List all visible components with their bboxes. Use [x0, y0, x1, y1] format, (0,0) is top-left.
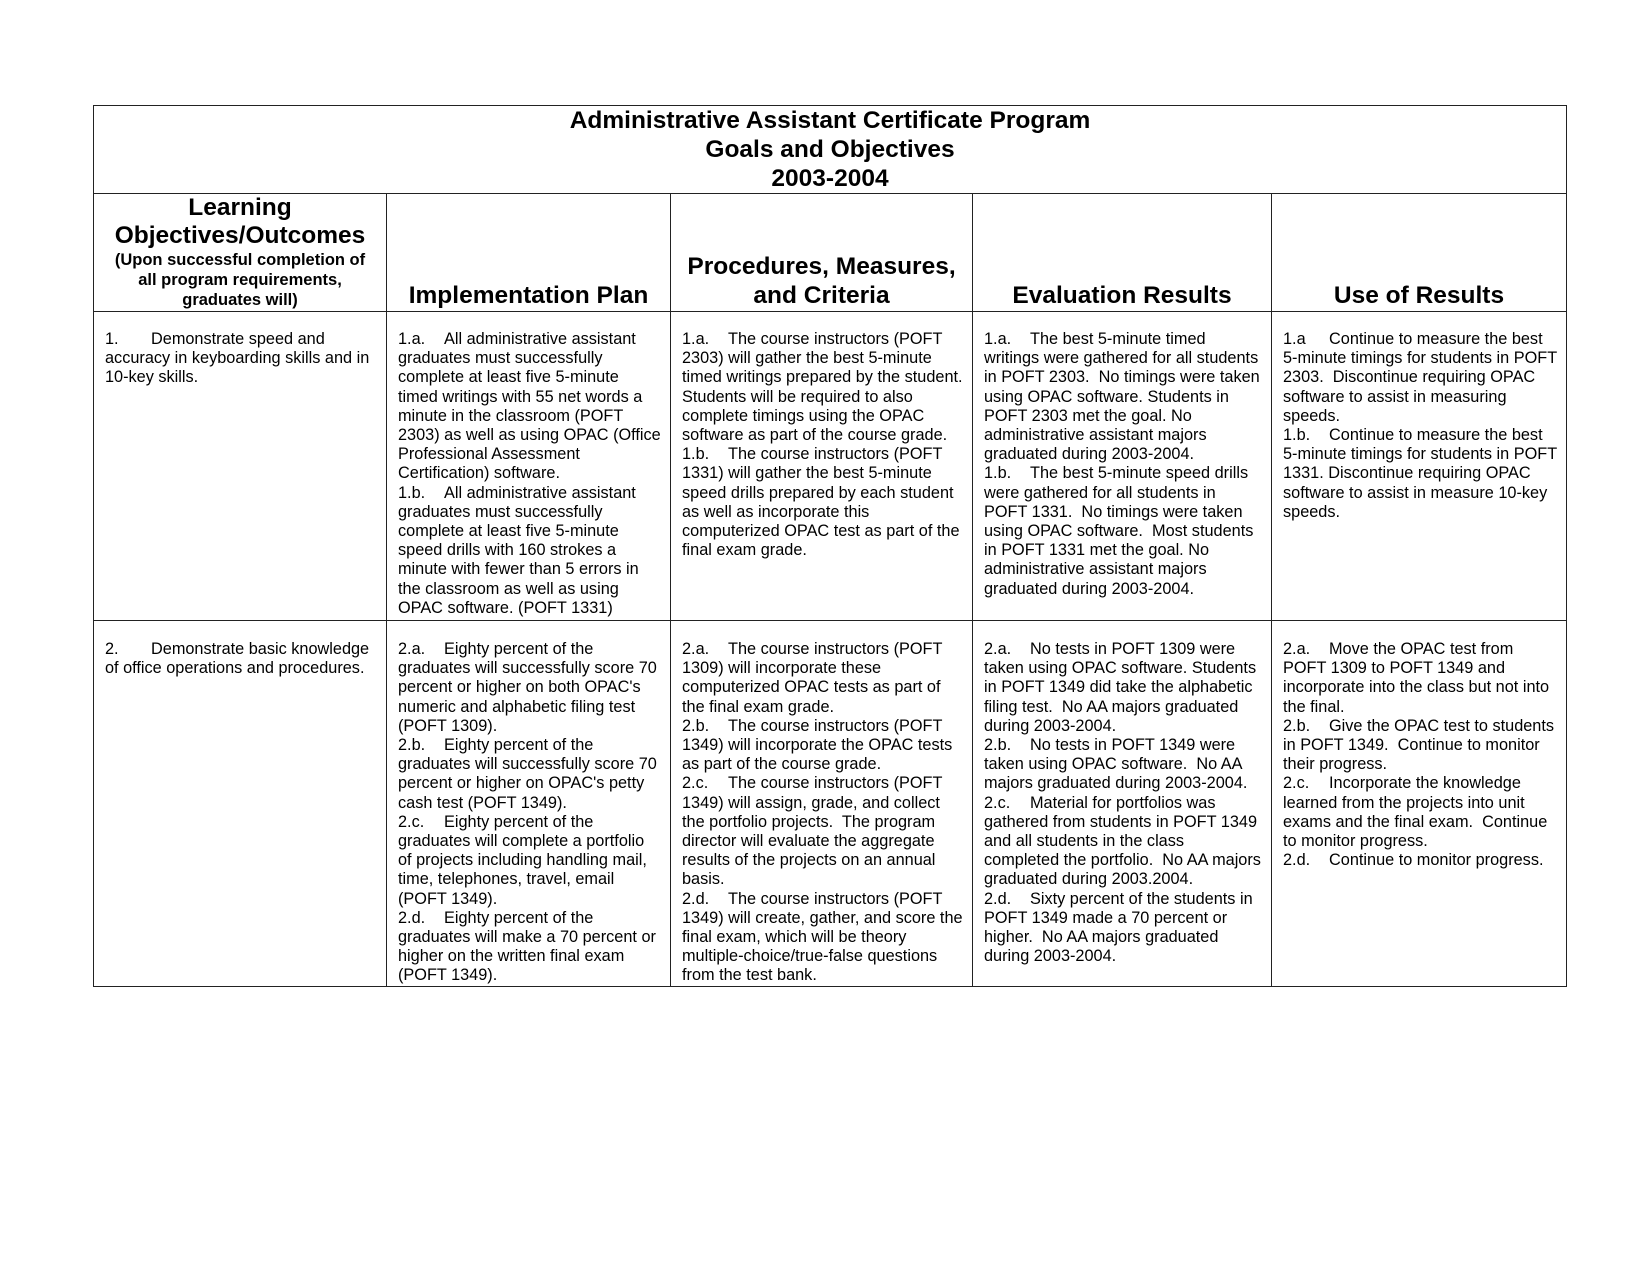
- list-item: [1283, 774, 1558, 851]
- item-number: 1.b.: [1283, 426, 1311, 445]
- title-line-year: 2003-2004: [771, 165, 889, 192]
- item-text: Demonstrate speed and accuracy in keyboarding skills and in 10-key skills.: [105, 330, 374, 387]
- item-number: 2.c.: [984, 793, 1011, 812]
- item-number: 1.b.: [984, 464, 1012, 483]
- item-text: Incorporate the knowledge learned from the projects into unit exams and the final exam. Continue to monitor progress.: [1283, 774, 1552, 851]
- list-item: [398, 640, 662, 736]
- list-item: [984, 330, 1263, 464]
- item-number: 2.c.: [1283, 774, 1310, 793]
- item-text: All administrative assistant graduates must successfully complete at least five 5-minute timed writings with 55 net words a minute in the classroom (POFT 2303) as well as using OPAC (Office Professional Assessment Certification) software.: [398, 330, 666, 483]
- item-number: 1.b.: [398, 483, 426, 502]
- item-number: 2.: [105, 640, 119, 658]
- item-text: All administrative assistant graduates must successfully complete at least five 5-minute speed drills with 160 strokes a minute with fewer than 5 errors in the classroom as well as using OPAC software. (POFT 1331): [398, 483, 644, 617]
- header-use-label: Use of Results: [1333, 281, 1505, 309]
- header-learning-line1: Learning: [188, 194, 292, 221]
- header-use-of-results: [1272, 194, 1567, 312]
- item-number: 2.d.: [984, 889, 1012, 908]
- item-number: 1.a.: [398, 330, 426, 348]
- list-item: [1283, 851, 1558, 870]
- objective-cell: [94, 312, 387, 621]
- list-item: [682, 640, 964, 717]
- list-item: [682, 889, 968, 986]
- list-item: [1283, 640, 1558, 717]
- item-number: 2.d.: [1283, 851, 1311, 870]
- item-text: Material for portfolios was gathered from students in POFT 1349 and all students in the class completed the portfolio. No AA majors graduated during 2003.2004.: [984, 793, 1266, 889]
- list-item: [984, 640, 1263, 736]
- item-text: The course instructors (POFT 2303) will gather the best 5-minute timed writings prepared by the student. Students will be required to also complete timings using the OPAC software as part of the course grade.: [682, 330, 972, 445]
- item-number: 2.b.: [682, 716, 710, 735]
- item-number: 2.a.: [1283, 640, 1311, 658]
- list-item: [682, 774, 964, 889]
- item-text: No tests in POFT 1309 were taken using OPAC software. Students in POFT 1349 did take the alphabetic filing test. No AA majors graduated during 2003-2004.: [984, 640, 1261, 735]
- header-evaluation-label: Evaluation Results: [1012, 281, 1232, 309]
- goals-objectives-table: [93, 105, 1567, 987]
- list-item: [398, 736, 662, 813]
- header-procedures: [671, 194, 973, 312]
- objective-item: [105, 640, 378, 678]
- implementation-cell: [387, 621, 671, 987]
- item-number: 1.b.: [682, 445, 710, 464]
- item-number: 1.a.: [984, 330, 1012, 348]
- header-learning-line2: Objectives/Outcomes: [114, 222, 366, 249]
- item-text: The course instructors (POFT 1349) will create, gather, and score the final exam, which will be theory multiple-choice/true-false questions from the test bank.: [682, 889, 968, 985]
- list-item: [398, 330, 666, 484]
- item-text: Continue to measure the best 5-minute timings for students in POFT 1331. Discontinue requiring OPAC software to assist in measure 10-key speeds.: [1283, 426, 1562, 521]
- header-implementation-plan: [387, 194, 671, 312]
- item-number: 2.b.: [984, 736, 1012, 755]
- item-number: 1.a: [1283, 330, 1306, 348]
- item-number: 2.a.: [398, 640, 426, 658]
- item-text: Sixty percent of the students in POFT 1349 made a 70 percent or higher. No AA majors graduated during 2003-2004.: [984, 889, 1258, 966]
- list-item: [682, 330, 972, 445]
- table-row: [94, 312, 1567, 621]
- item-number: 2.c.: [682, 774, 709, 793]
- item-number: 2.a.: [984, 640, 1012, 658]
- list-item: [682, 445, 964, 560]
- item-text: The course instructors (POFT 1331) will gather the best 5-minute speed drills prepared by each student as well as incorporate this computerized OPAC test as part of the final exam grade.: [682, 445, 965, 560]
- item-text: Continue to monitor progress.: [1329, 851, 1544, 870]
- header-learning-note: (Upon successful completion of all program requirements, graduates will): [114, 251, 366, 309]
- list-item: [398, 813, 662, 909]
- item-number: 2.b.: [1283, 716, 1311, 735]
- evaluation-cell: [973, 621, 1272, 987]
- item-number: 2.d.: [398, 908, 426, 927]
- list-item: [984, 793, 1266, 890]
- item-text: The best 5-minute speed drills were gathered for all students in POFT 1331. No timings were taken using OPAC software. Most students in POFT 1331 met the goal. No administrative assistant majors graduated during 2003-2004.: [984, 464, 1258, 598]
- item-text: The course instructors (POFT 1349) will assign, grade, and collect the portfolio projects. The program director will evaluate the aggregate results of the projects on an annual basis.: [682, 774, 947, 889]
- title-line-program: Administrative Assistant Certificate Program: [569, 107, 1091, 134]
- list-item: [682, 717, 964, 775]
- item-text: Eighty percent of the graduates will complete a portfolio of projects including handling mail, time, telephones, travel, email (POFT 1349).: [398, 812, 652, 908]
- list-item: [1283, 330, 1562, 426]
- item-text: Continue to measure the best 5-minute timings for students in POFT 2303. Discontinue requiring OPAC software to assist in measuring speeds.: [1283, 330, 1562, 425]
- item-text: Give the OPAC test to students in POFT 1349. Continue to monitor their progress.: [1283, 716, 1559, 774]
- use-of-results-cell: [1272, 312, 1567, 621]
- item-text: The best 5-minute timed writings were gathered for all students in POFT 2303. No timings were taken using OPAC software. Students in POFT 2303 met the goal. No administrative assistant majors graduated during 2003-2004.: [984, 330, 1265, 464]
- document-title: [94, 106, 1567, 194]
- list-item: [1283, 426, 1562, 522]
- header-evaluation-results: [973, 194, 1272, 312]
- item-text: Eighty percent of the graduates will make a 70 percent or higher on the written final exam (POFT 1349).: [398, 908, 661, 985]
- item-text: Move the OPAC test from POFT 1309 to POFT 1349 and incorporate into the class but not into the final.: [1283, 640, 1554, 716]
- item-text: Demonstrate basic knowledge of office operations and procedures.: [105, 640, 374, 678]
- item-text: Eighty percent of the graduates will successfully score 70 percent or higher on both OPAC's numeric and alphabetic filing test (POFT 1309).: [398, 640, 662, 735]
- item-text: The course instructors (POFT 1309) will incorporate these computerized OPAC tests as part of the final exam grade.: [682, 640, 947, 716]
- header-row: [94, 194, 1567, 312]
- list-item: [398, 909, 662, 986]
- table-row: [94, 621, 1567, 987]
- item-number: 2.c.: [398, 812, 425, 831]
- header-implementation-label: Implementation Plan: [408, 281, 649, 309]
- list-item: [1283, 717, 1558, 775]
- item-number: 1.a.: [682, 330, 710, 348]
- objective-cell: [94, 621, 387, 987]
- list-item: [984, 890, 1263, 967]
- title-line-goals: Goals and Objectives: [705, 136, 955, 163]
- item-text: No tests in POFT 1349 were taken using OPAC software. No AA majors graduated during 2003-2004.: [984, 736, 1248, 793]
- evaluation-cell: [973, 312, 1272, 621]
- header-procedures-label: Procedures, Measures, and Criteria: [687, 253, 956, 309]
- use-of-results-cell: [1272, 621, 1567, 987]
- objective-item: [105, 330, 378, 388]
- list-item: [984, 736, 1263, 794]
- item-text: The course instructors (POFT 1349) will incorporate the OPAC tests as part of the course grade.: [682, 716, 957, 774]
- list-item: [984, 464, 1263, 598]
- item-number: 2.d.: [682, 889, 710, 908]
- title-row: [94, 106, 1567, 194]
- item-text: Eighty percent of the graduates will successfully score 70 percent or higher on OPAC's petty cash test (POFT 1349).: [398, 736, 662, 812]
- list-item: [398, 484, 662, 618]
- implementation-cell: [387, 312, 671, 621]
- procedures-cell: [671, 621, 973, 987]
- procedures-cell: [671, 312, 973, 621]
- item-number: 2.a.: [682, 640, 710, 658]
- item-number: 1.: [105, 330, 119, 348]
- header-learning-objectives: [94, 194, 387, 312]
- item-number: 2.b.: [398, 736, 426, 755]
